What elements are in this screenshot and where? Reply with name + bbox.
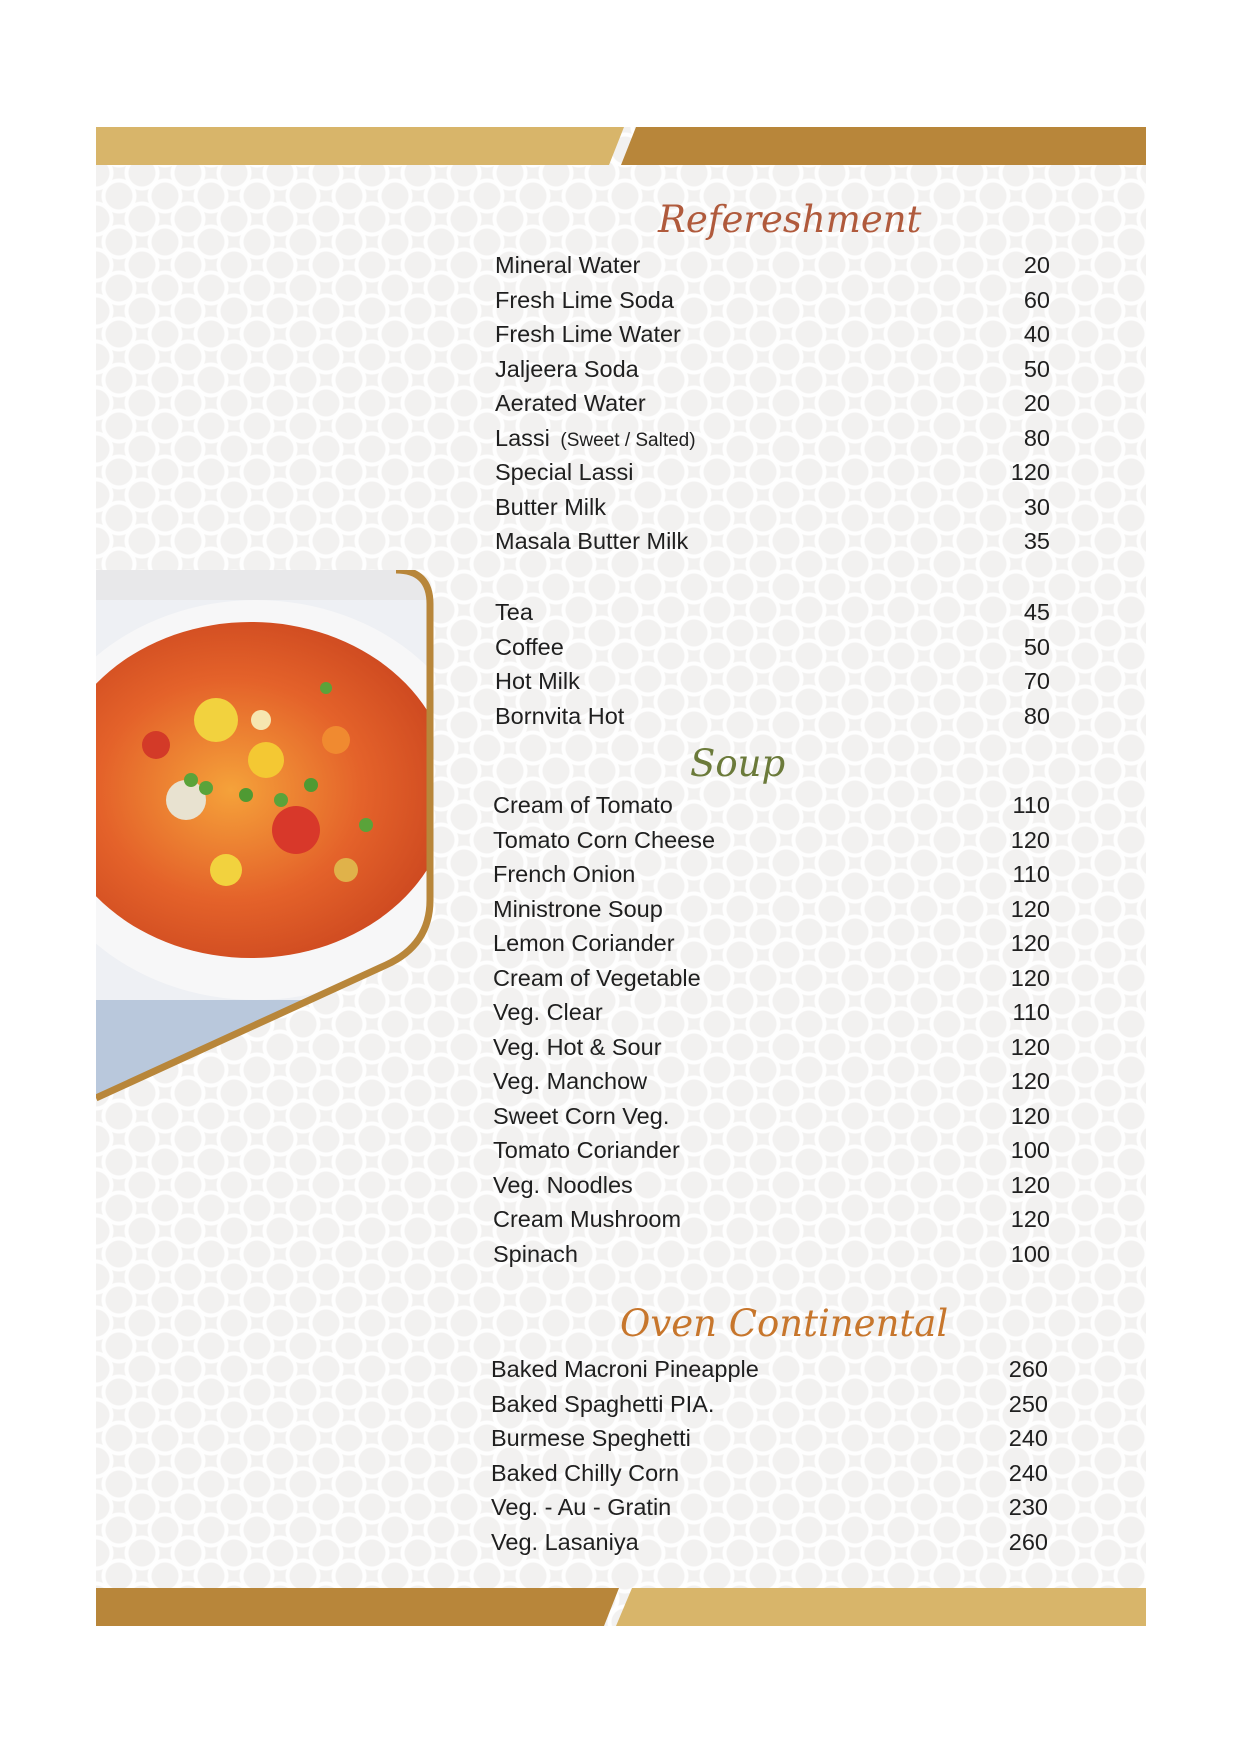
item-name: Lemon Coriander xyxy=(493,930,675,956)
menu-item xyxy=(491,1421,1048,1456)
item-name: Burmese Speghetti xyxy=(491,1425,691,1451)
item-price: 240 xyxy=(1008,1459,1048,1486)
item-price: 45 xyxy=(1023,599,1050,625)
menu-item xyxy=(491,1490,1048,1525)
menu-item xyxy=(493,926,1050,961)
item-price: 120 xyxy=(1010,1206,1050,1232)
soup-bowl-photo xyxy=(96,570,440,1110)
item-price: 120 xyxy=(1010,895,1050,922)
menu-item xyxy=(495,699,1050,734)
menu-item xyxy=(495,352,1050,387)
menu-item xyxy=(491,1387,1048,1422)
item-name: Baked Chilly Corn xyxy=(491,1459,680,1486)
item-name: Aerated Water xyxy=(495,390,646,416)
item-price: 30 xyxy=(1023,493,1050,520)
oven-continental-title: Oven Continental xyxy=(620,1302,949,1345)
item-price: 40 xyxy=(1023,321,1050,347)
item-name: Veg. Clear xyxy=(493,999,603,1025)
menu-item xyxy=(493,1168,1050,1203)
menu-item xyxy=(493,788,1050,823)
menu-item xyxy=(493,823,1050,858)
refreshment-title: Refereshment xyxy=(658,198,922,241)
menu-item xyxy=(493,1202,1050,1237)
menu-item xyxy=(493,857,1050,892)
item-price: 80 xyxy=(1023,702,1050,729)
item-name: Coffee xyxy=(495,633,564,660)
bottom-gold-band xyxy=(96,1588,1146,1626)
item-name: Ministrone Soup xyxy=(493,895,663,922)
item-price: 35 xyxy=(1023,528,1050,554)
item-name: Veg. Lasaniya xyxy=(491,1528,639,1555)
item-price: 260 xyxy=(1008,1356,1048,1382)
item-price: 120 xyxy=(1010,1171,1050,1198)
menu-item xyxy=(495,283,1050,318)
menu-item xyxy=(491,1525,1048,1560)
item-price: 260 xyxy=(1008,1528,1048,1555)
menu-item xyxy=(493,1064,1050,1099)
menu-item xyxy=(493,1099,1050,1134)
soup-list xyxy=(493,788,1050,1271)
item-name: Lassi (Sweet / Salted) xyxy=(495,424,696,451)
menu-item xyxy=(495,630,1050,665)
item-price: 100 xyxy=(1010,1137,1050,1163)
item-name: Tomato Coriander xyxy=(493,1137,680,1163)
item-price: 100 xyxy=(1010,1240,1050,1267)
item-price: 230 xyxy=(1008,1494,1048,1520)
menu-item xyxy=(491,1352,1048,1387)
soup-title: Soup xyxy=(690,742,786,785)
item-name: Baked Spaghetti PIA. xyxy=(491,1390,715,1417)
item-name: Spinach xyxy=(493,1240,578,1267)
item-price: 80 xyxy=(1023,424,1050,451)
item-name: Sweet Corn Veg. xyxy=(493,1102,670,1129)
menu-item xyxy=(495,317,1050,352)
item-price: 50 xyxy=(1023,633,1050,660)
item-name: Fresh Lime Water xyxy=(495,321,681,347)
menu-item xyxy=(495,664,1050,699)
menu-item xyxy=(491,1456,1048,1491)
item-price: 110 xyxy=(1012,792,1050,818)
item-price: 120 xyxy=(1010,1033,1050,1060)
item-price: 120 xyxy=(1010,459,1050,485)
item-price: 240 xyxy=(1008,1425,1048,1451)
menu-item xyxy=(495,455,1050,490)
item-name: Hot Milk xyxy=(495,668,580,694)
menu-item xyxy=(493,1133,1050,1168)
item-price: 110 xyxy=(1012,861,1050,887)
item-name: Tea xyxy=(495,599,533,625)
item-name: Masala Butter Milk xyxy=(495,528,689,554)
item-price: 50 xyxy=(1023,355,1050,382)
item-price: 20 xyxy=(1023,252,1050,278)
top-gold-band xyxy=(96,127,1146,165)
item-name: Veg. - Au - Gratin xyxy=(491,1494,672,1520)
item-price: 70 xyxy=(1023,668,1050,694)
refreshment-list xyxy=(495,248,1050,559)
menu-item xyxy=(493,995,1050,1030)
item-name: Special Lassi xyxy=(495,459,634,485)
menu-item xyxy=(495,248,1050,283)
item-name: Fresh Lime Soda xyxy=(495,286,674,313)
item-name: Jaljeera Soda xyxy=(495,355,639,382)
item-name: Veg. Manchow xyxy=(493,1068,648,1094)
item-name: Cream Mushroom xyxy=(493,1206,682,1232)
item-name: Baked Macroni Pineapple xyxy=(491,1356,759,1382)
item-name: Cream of Vegetable xyxy=(493,964,701,991)
menu-item xyxy=(493,961,1050,996)
item-name: Mineral Water xyxy=(495,252,641,278)
item-price: 60 xyxy=(1023,286,1050,313)
item-price: 110 xyxy=(1012,999,1050,1025)
item-price: 120 xyxy=(1010,930,1050,956)
menu-item xyxy=(495,421,1050,456)
oven-continental-list xyxy=(491,1352,1048,1559)
item-price: 250 xyxy=(1008,1390,1048,1417)
menu-item xyxy=(495,386,1050,421)
item-name: Cream of Tomato xyxy=(493,792,673,818)
item-name: French Onion xyxy=(493,861,636,887)
item-price: 20 xyxy=(1023,390,1050,416)
hot-drinks-list xyxy=(495,595,1050,733)
item-note: (Sweet / Salted) xyxy=(560,429,696,451)
item-price: 120 xyxy=(1010,826,1050,853)
item-price: 120 xyxy=(1010,1102,1050,1129)
menu-item xyxy=(493,1237,1050,1272)
item-name: Tomato Corn Cheese xyxy=(493,826,716,853)
menu-item xyxy=(495,524,1050,559)
item-name: Veg. Noodles xyxy=(493,1171,633,1198)
item-price: 120 xyxy=(1010,964,1050,991)
item-price: 120 xyxy=(1010,1068,1050,1094)
menu-item xyxy=(495,595,1050,630)
item-name: Bornvita Hot xyxy=(495,702,625,729)
menu-item xyxy=(493,1030,1050,1065)
item-name: Butter Milk xyxy=(495,493,606,520)
menu-item xyxy=(493,892,1050,927)
item-name: Veg. Hot & Sour xyxy=(493,1033,662,1060)
menu-item xyxy=(495,490,1050,525)
